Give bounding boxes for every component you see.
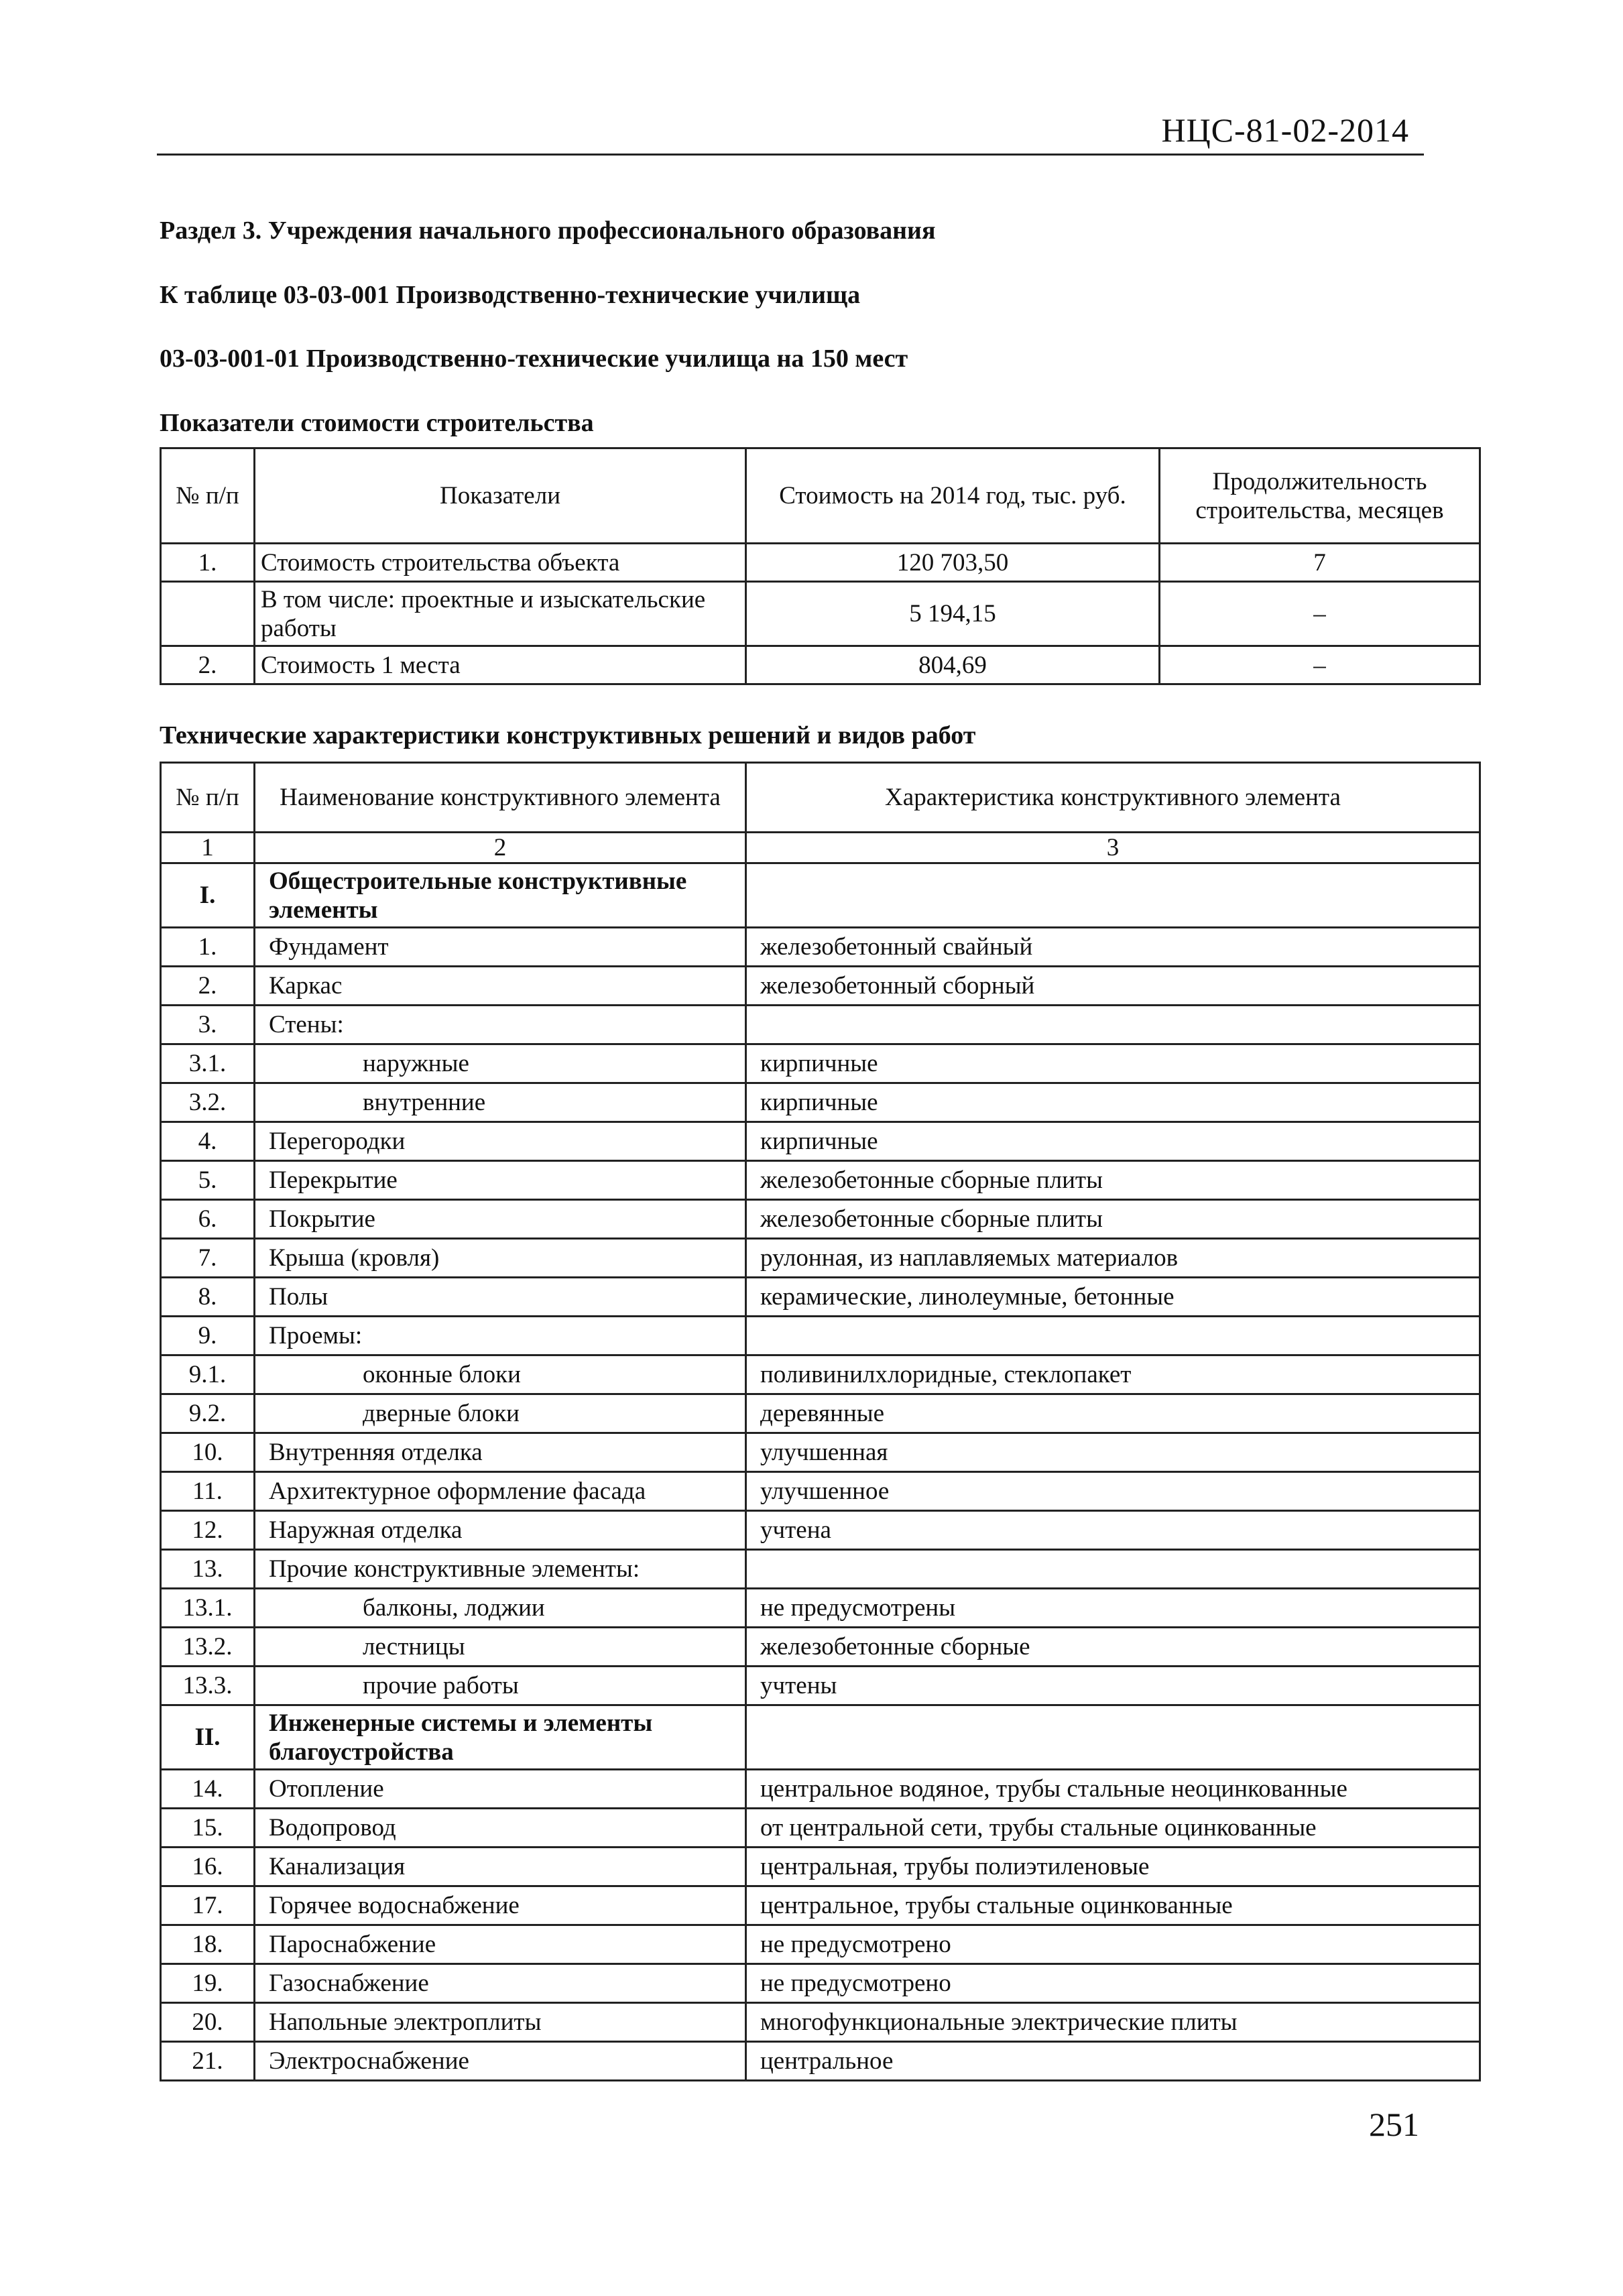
row-num: 16.	[161, 1848, 255, 1886]
tech-table	[160, 762, 1481, 2081]
row-element-name: Прочие конструктивные элементы:	[255, 1550, 746, 1589]
row-characteristic: центральное водяное, трубы стальные неоцинкованные	[746, 1770, 1480, 1809]
row-name: Стоимость 1 места	[255, 646, 746, 684]
row-element-name: Общестроительные конструктивные элементы	[255, 863, 746, 928]
table-row	[161, 967, 1480, 1006]
table-row	[161, 1886, 1480, 1925]
row-characteristic: многофункциональные электрические плиты	[746, 2003, 1480, 2042]
row-element-name: Напольные электроплиты	[255, 2003, 746, 2042]
row-num: 8.	[161, 1278, 255, 1317]
row-num: 4.	[161, 1122, 255, 1161]
col-header-characteristic: Характеристика конструктивного элемента	[746, 763, 1480, 833]
row-characteristic	[746, 1705, 1480, 1770]
table-row	[161, 1355, 1480, 1394]
row-num: 19.	[161, 1964, 255, 2003]
row-characteristic: не предусмотрено	[746, 1925, 1480, 1964]
table-row	[161, 1278, 1480, 1317]
row-num: 9.1.	[161, 1355, 255, 1394]
row-element-name: наружные	[255, 1044, 746, 1083]
row-characteristic: железобетонные сборные	[746, 1628, 1480, 1667]
row-element-name: Архитектурное оформление фасада	[255, 1472, 746, 1511]
row-element-name: Фундамент	[255, 928, 746, 967]
row-element-name: Стены:	[255, 1006, 746, 1044]
row-characteristic: железобетонные сборные плиты	[746, 1161, 1480, 1200]
row-characteristic: учтены	[746, 1667, 1480, 1705]
row-characteristic	[746, 1317, 1480, 1355]
table-row	[161, 1667, 1480, 1705]
table-row	[161, 1770, 1480, 1809]
col-number: 3	[746, 833, 1480, 863]
table-row	[161, 1239, 1480, 1278]
table-row	[161, 1964, 1480, 2003]
row-num: I.	[161, 863, 255, 928]
row-num: 6.	[161, 1200, 255, 1239]
row-element-name: Горячее водоснабжение	[255, 1886, 746, 1925]
cost-table-header	[161, 448, 1480, 544]
row-element-name: Полы	[255, 1278, 746, 1317]
table-row	[161, 646, 1480, 684]
row-characteristic: железобетонные сборные плиты	[746, 1200, 1480, 1239]
table-row	[161, 1161, 1480, 1200]
cost-table-heading: Показатели стоимости строительства	[160, 409, 594, 437]
row-num: 3.	[161, 1006, 255, 1044]
row-characteristic: не предусмотрены	[746, 1589, 1480, 1628]
row-element-name: Проемы:	[255, 1317, 746, 1355]
table-row	[161, 1044, 1480, 1083]
row-num: 13.	[161, 1550, 255, 1589]
table-row	[161, 1925, 1480, 1964]
col-header-element: Наименование конструктивного элемента	[255, 763, 746, 833]
table-row	[161, 1083, 1480, 1122]
row-characteristic: улучшенное	[746, 1472, 1480, 1511]
row-element-name: Перекрытие	[255, 1161, 746, 1200]
tech-table-heading: Технические характеристики конструктивных решений и видов работ	[160, 721, 976, 749]
col-header-num: № п/п	[161, 448, 255, 544]
row-characteristic: кирпичные	[746, 1083, 1480, 1122]
row-num: 13.2.	[161, 1628, 255, 1667]
row-characteristic: кирпичные	[746, 1044, 1480, 1083]
row-num: 5.	[161, 1161, 255, 1200]
tech-table-column-numbers	[161, 833, 1480, 863]
row-characteristic: улучшенная	[746, 1433, 1480, 1472]
row-characteristic: рулонная, из наплавляемых материалов	[746, 1239, 1480, 1278]
row-element-name: внутренние	[255, 1083, 746, 1122]
row-element-name: Крыша (кровля)	[255, 1239, 746, 1278]
table-row	[161, 1628, 1480, 1667]
row-element-name: дверные блоки	[255, 1394, 746, 1433]
row-name: В том числе: проектные и изыскательские работы	[255, 582, 746, 646]
row-characteristic	[746, 1550, 1480, 1589]
row-element-name: Инженерные системы и элементы благоустройства	[255, 1705, 746, 1770]
row-element-name: Водопровод	[255, 1809, 746, 1848]
row-num: 20.	[161, 2003, 255, 2042]
row-num: 9.	[161, 1317, 255, 1355]
object-title: 03-03-001-01 Производственно-технические училища на 150 мест	[160, 345, 908, 373]
cost-table	[160, 447, 1481, 685]
row-num: 13.3.	[161, 1667, 255, 1705]
table-row	[161, 1433, 1480, 1472]
row-element-name: оконные блоки	[255, 1355, 746, 1394]
tech-table-body	[161, 863, 1480, 2081]
col-header-num: № п/п	[161, 763, 255, 833]
section-row	[161, 1705, 1480, 1770]
row-characteristic: деревянные	[746, 1394, 1480, 1433]
row-num	[161, 582, 255, 646]
row-element-name: Наружная отделка	[255, 1511, 746, 1550]
row-element-name: лестницы	[255, 1628, 746, 1667]
row-num: 13.1.	[161, 1589, 255, 1628]
row-characteristic: центральная, трубы полиэтиленовые	[746, 1848, 1480, 1886]
row-characteristic: кирпичные	[746, 1122, 1480, 1161]
row-element-name: Каркас	[255, 967, 746, 1006]
col-header-duration: Продолжительность строительства, месяцев	[1160, 448, 1480, 544]
table-row	[161, 1317, 1480, 1355]
col-number: 2	[255, 833, 746, 863]
row-num: 12.	[161, 1511, 255, 1550]
row-num: 2.	[161, 967, 255, 1006]
col-header-indicator: Показатели	[255, 448, 746, 544]
row-cost: 804,69	[746, 646, 1160, 684]
section-title: Раздел 3. Учреждения начального профессионального образования	[160, 217, 936, 245]
col-number: 1	[161, 833, 255, 863]
table-row	[161, 1200, 1480, 1239]
row-element-name: Газоснабжение	[255, 1964, 746, 2003]
row-duration: –	[1160, 582, 1480, 646]
row-characteristic: железобетонный сборный	[746, 967, 1480, 1006]
row-num: 9.2.	[161, 1394, 255, 1433]
row-element-name: Канализация	[255, 1848, 746, 1886]
row-num: 21.	[161, 2042, 255, 2081]
row-element-name: Электроснабжение	[255, 2042, 746, 2081]
row-num: 10.	[161, 1433, 255, 1472]
row-cost: 120 703,50	[746, 544, 1160, 582]
table-row	[161, 2042, 1480, 2081]
table-row	[161, 1589, 1480, 1628]
row-duration: –	[1160, 646, 1480, 684]
table-row	[161, 1472, 1480, 1511]
row-characteristic: центральное	[746, 2042, 1480, 2081]
table-row	[161, 1511, 1480, 1550]
row-num: 7.	[161, 1239, 255, 1278]
table-row	[161, 2003, 1480, 2042]
table-reference: К таблице 03-03-001 Производственно-технические училища	[160, 281, 861, 309]
section-row	[161, 863, 1480, 928]
header-rule	[157, 154, 1424, 156]
row-num: 3.1.	[161, 1044, 255, 1083]
row-duration: 7	[1160, 544, 1480, 582]
table-row	[161, 1006, 1480, 1044]
row-num: 15.	[161, 1809, 255, 1848]
row-num: 18.	[161, 1925, 255, 1964]
row-characteristic: керамические, линолеумные, бетонные	[746, 1278, 1480, 1317]
row-num: 11.	[161, 1472, 255, 1511]
row-num: II.	[161, 1705, 255, 1770]
table-row	[161, 1809, 1480, 1848]
col-header-cost: Стоимость на 2014 год, тыс. руб.	[746, 448, 1160, 544]
table-row	[161, 1550, 1480, 1589]
row-num: 14.	[161, 1770, 255, 1809]
row-element-name: Пароснабжение	[255, 1925, 746, 1964]
row-characteristic: поливинилхлоридные, стеклопакет	[746, 1355, 1480, 1394]
row-characteristic: учтена	[746, 1511, 1480, 1550]
row-element-name: Покрытие	[255, 1200, 746, 1239]
row-cost: 5 194,15	[746, 582, 1160, 646]
row-name: Стоимость строительства объекта	[255, 544, 746, 582]
row-num: 1.	[161, 544, 255, 582]
table-row	[161, 1122, 1480, 1161]
row-element-name: балконы, лоджии	[255, 1589, 746, 1628]
table-row	[161, 1848, 1480, 1886]
document-code: НЦС-81-02-2014	[1161, 111, 1409, 149]
row-characteristic: не предусмотрено	[746, 1964, 1480, 2003]
row-num: 17.	[161, 1886, 255, 1925]
row-element-name: прочие работы	[255, 1667, 746, 1705]
table-row	[161, 928, 1480, 967]
row-characteristic: от центральной сети, трубы стальные оцинкованные	[746, 1809, 1480, 1848]
row-characteristic: центральное, трубы стальные оцинкованные	[746, 1886, 1480, 1925]
row-num: 2.	[161, 646, 255, 684]
table-row	[161, 544, 1480, 582]
row-element-name: Отопление	[255, 1770, 746, 1809]
row-characteristic	[746, 863, 1480, 928]
tech-table-header	[161, 763, 1480, 833]
row-characteristic	[746, 1006, 1480, 1044]
row-element-name: Перегородки	[255, 1122, 746, 1161]
table-row	[161, 1394, 1480, 1433]
table-row	[161, 582, 1480, 646]
row-num: 3.2.	[161, 1083, 255, 1122]
row-num: 1.	[161, 928, 255, 967]
row-element-name: Внутренняя отделка	[255, 1433, 746, 1472]
row-characteristic: железобетонный свайный	[746, 928, 1480, 967]
page-number: 251	[1369, 2106, 1419, 2143]
